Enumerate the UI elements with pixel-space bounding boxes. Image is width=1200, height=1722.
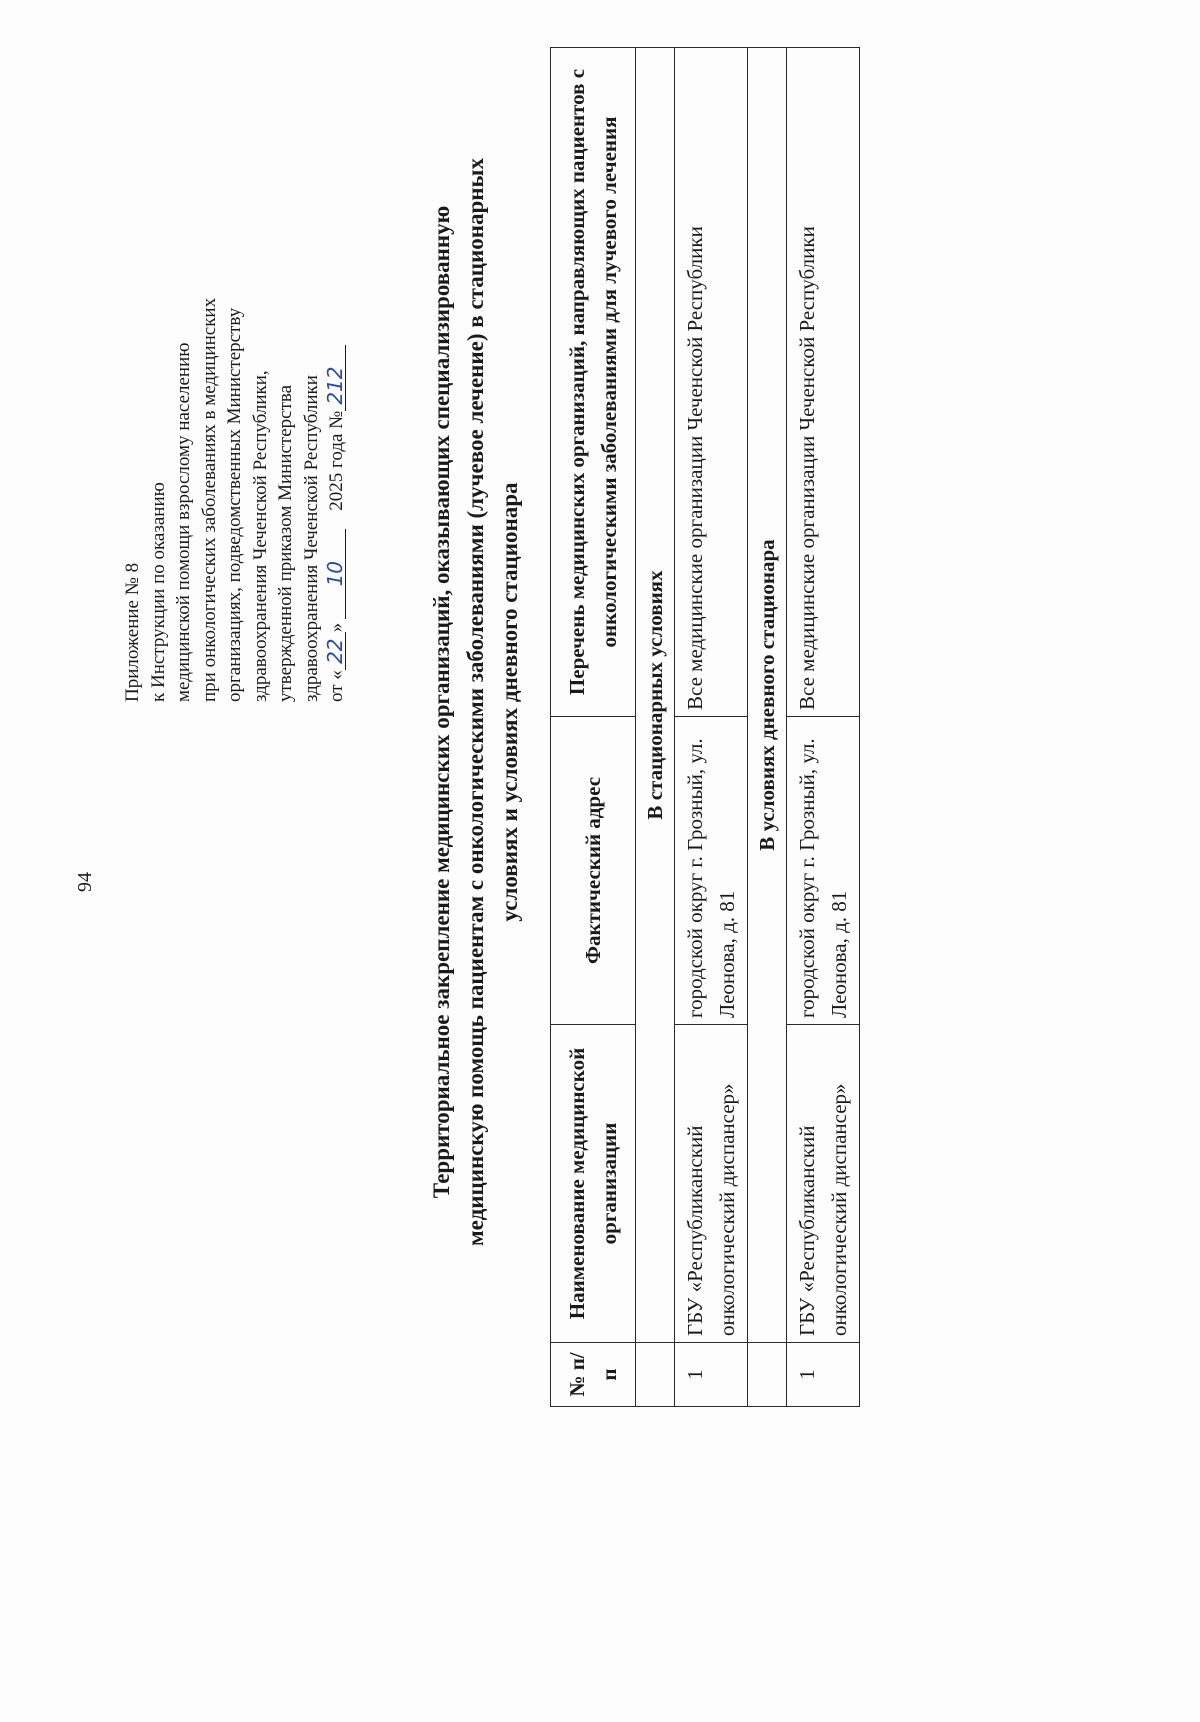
section-title: В стационарных условиях [636, 48, 675, 1343]
table-row [787, 48, 860, 1407]
row-num: 1 [675, 1343, 748, 1407]
row-address: городской округ г. Грозный, ул. Леонова, д. 81 [787, 717, 860, 1025]
appendix-line: Приложение № 8 [122, 562, 143, 702]
appendix-block [120, 62, 350, 702]
date-day-close: » [326, 622, 347, 633]
table-row [675, 48, 748, 1407]
section-spacer-cell [636, 1343, 675, 1407]
section-row [748, 48, 787, 1407]
appendix-line: утвержденной приказом Министерства [275, 384, 296, 702]
header-address: Фактический адрес [551, 717, 636, 1025]
title-line: медицинскую помощь пациентам с онкологическими заболеваниями (лучевое лечение) в стационарных [463, 158, 488, 1246]
date-year: 2025 года № [326, 410, 347, 511]
title-line: условиях и условиях дневного стационара [497, 482, 522, 922]
document-sheet [50, 42, 1170, 1722]
document-title [425, 12, 527, 1392]
row-name: ГБУ «Республиканский онкологический диспансер» [787, 1025, 860, 1343]
row-list: Все медицинские организации Чеченской Республики [675, 48, 748, 717]
header-num: № п/п [551, 1343, 636, 1407]
organizations-table [550, 47, 860, 1407]
header-name: Наименование медицинской организации [551, 1025, 636, 1343]
appendix-line: здравоохранения Чеченской Республики [300, 375, 322, 702]
handwritten-day: 22 [325, 632, 346, 670]
row-list: Все медицинские организации Чеченской Республики [787, 48, 860, 717]
appendix-line: к Инструкции по оказанию [147, 482, 169, 702]
appendix-line: организациях, подведомственных Министерству [224, 307, 245, 702]
table-header-row [551, 48, 636, 1407]
appendix-line: медицинской помощи взрослому населению [173, 342, 194, 702]
header-list: Перечень медицинских организаций, направляющих пациентов с онкологическими заболеваниями для лучевого лечения [551, 48, 636, 717]
page-number: 94 [74, 872, 96, 892]
title-line: Территориальное закрепление медицинских организаций, оказывающих специализированную [429, 205, 454, 1199]
section-row [636, 48, 675, 1407]
date-prefix: от « [326, 670, 347, 702]
row-name: ГБУ «Республиканский онкологический диспансер» [675, 1025, 748, 1343]
appendix-line: при онкологических заболеваниях в медицинских [198, 297, 220, 702]
appendix-line: здравоохранения Чеченской Республики, [249, 370, 271, 702]
section-spacer-cell [748, 1343, 787, 1407]
appendix-date-line [324, 62, 350, 702]
handwritten-month: 10 [325, 529, 346, 619]
section-title: В условиях дневного стационара [748, 48, 787, 1343]
row-address: городской округ г. Грозный, ул. Леонова, д. 81 [675, 717, 748, 1025]
handwritten-order-number: 212 [325, 345, 346, 411]
row-num: 1 [787, 1343, 860, 1407]
